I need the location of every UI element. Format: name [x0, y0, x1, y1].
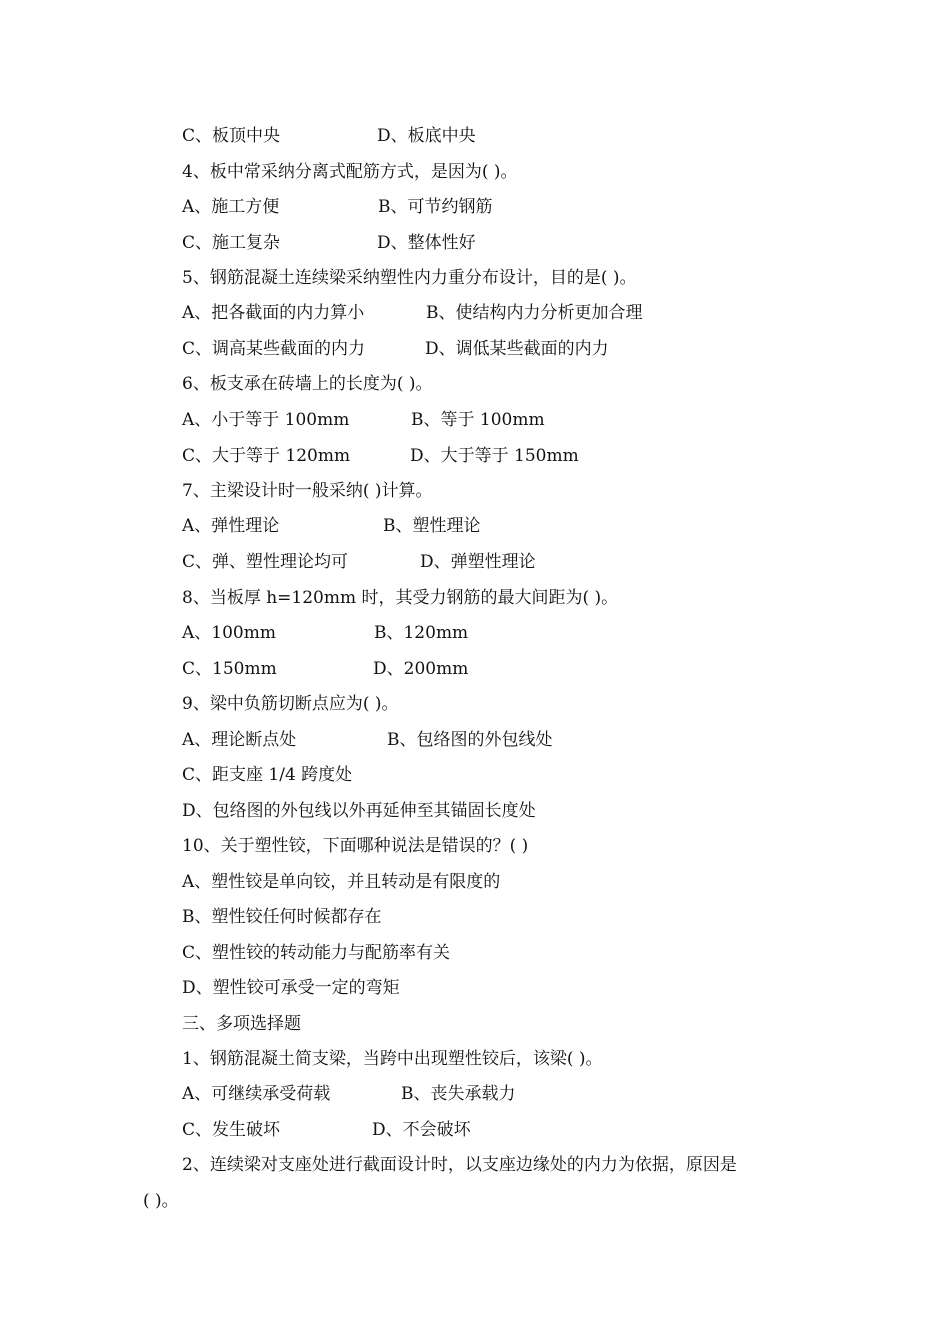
question-text: 6、板支承在砖墙上的长度为( )。: [182, 374, 433, 394]
option-d: D、板底中央: [377, 126, 476, 146]
option-line: [182, 867, 500, 897]
option-line: [182, 902, 382, 932]
option-d: D、弹塑性理论: [420, 552, 536, 572]
question-text: 1、钢筋混凝土简支梁，当跨中出现塑性铰后，该梁( )。: [182, 1049, 603, 1069]
question-text: 9、梁中负筋切断点应为( )。: [182, 694, 399, 714]
option-line: [182, 760, 352, 790]
option-c: C、150mm: [182, 659, 277, 679]
option-c: C、施工复杂: [182, 233, 281, 253]
section-heading: [182, 1009, 301, 1039]
option-line: [182, 441, 579, 471]
option-c: C、板顶中央: [182, 126, 281, 146]
option-line: [182, 1079, 516, 1109]
question-text: 7、主梁设计时一般采纳( )计算。: [182, 481, 433, 501]
question-7: [182, 476, 432, 506]
option-d: D、200mm: [373, 659, 469, 679]
question-8: [182, 583, 618, 613]
question-multi-2: [182, 1150, 737, 1180]
option-c: C、弹、塑性理论均可: [182, 552, 349, 572]
option-a: A、可继续承受荷载: [182, 1084, 331, 1104]
option-line: [182, 973, 400, 1003]
option-line: [182, 511, 481, 541]
option-line: [182, 796, 536, 826]
question-5: [182, 263, 636, 293]
option-d: D、整体性好: [377, 233, 476, 253]
option-a: A、把各截面的内力算小: [182, 303, 365, 323]
option-a: A、小于等于 100mm: [182, 410, 350, 430]
option-a: A、理论断点处: [182, 730, 297, 750]
question-6: [182, 369, 432, 399]
question-text: 4、板中常采纳分离式配筋方式，是因为( )。: [182, 162, 518, 182]
section-title: 三、多项选择题: [182, 1014, 301, 1034]
option-c: C、发生破坏: [182, 1120, 281, 1140]
question-4: [182, 157, 517, 187]
question-continuation: [143, 1186, 179, 1216]
option-b: B、可节约钢筋: [378, 197, 493, 217]
option-line: [182, 405, 545, 435]
option-line: [182, 725, 553, 755]
option-b: B、使结构内力分析更加合理: [426, 303, 643, 323]
question-multi-1: [182, 1044, 602, 1074]
option-line: [182, 192, 493, 222]
option-line: [182, 547, 536, 577]
option-b: B、塑性铰任何时候都存在: [182, 907, 382, 927]
option-b: B、包络图的外包线处: [387, 730, 553, 750]
option-a: A、施工方便: [182, 197, 280, 217]
option-line: [182, 334, 609, 364]
option-c: C、塑性铰的转动能力与配筋率有关: [182, 943, 451, 963]
option-a: A、100mm: [182, 623, 276, 643]
option-line: [182, 654, 469, 684]
option-b: B、丧失承载力: [401, 1084, 516, 1104]
option-c: C、大于等于 120mm: [182, 446, 351, 466]
question-text: 2、连续梁对支座处进行截面设计时，以支座边缘处的内力为依据，原因是: [182, 1155, 737, 1175]
question-text: 5、钢筋混凝土连续梁采纳塑性内力重分布设计，目的是( )。: [182, 268, 637, 288]
option-d: D、不会破坏: [372, 1120, 471, 1140]
option-line: [182, 618, 469, 648]
option-line: [182, 228, 476, 258]
option-b: B、塑性理论: [383, 516, 481, 536]
option-line: [182, 298, 643, 328]
option-c: C、调高某些截面的内力: [182, 339, 366, 359]
option-d: D、塑性铰可承受一定的弯矩: [182, 978, 400, 998]
option-b: B、等于 100mm: [411, 410, 545, 430]
question-text: 10、关于塑性铰，下面哪种说法是错误的？( ): [182, 836, 529, 856]
option-b: B、120mm: [374, 623, 469, 643]
option-line: [182, 938, 450, 968]
option-d: D、包络图的外包线以外再延伸至其锚固长度处: [182, 801, 536, 821]
question-9: [182, 689, 398, 719]
option-c: C、距支座 1/4 跨度处: [182, 765, 353, 785]
option-a: A、弹性理论: [182, 516, 280, 536]
question-text: ( )。: [143, 1191, 179, 1211]
option-line: [182, 121, 476, 151]
option-a: A、塑性铰是单向铰，并且转动是有限度的: [182, 872, 501, 892]
question-text: 8、当板厚 h=120mm 时，其受力钢筋的最大间距为( )。: [182, 588, 619, 608]
option-d: D、调低某些截面的内力: [425, 339, 609, 359]
question-10: [182, 831, 528, 861]
option-d: D、大于等于 150mm: [410, 446, 579, 466]
option-line: [182, 1115, 471, 1145]
